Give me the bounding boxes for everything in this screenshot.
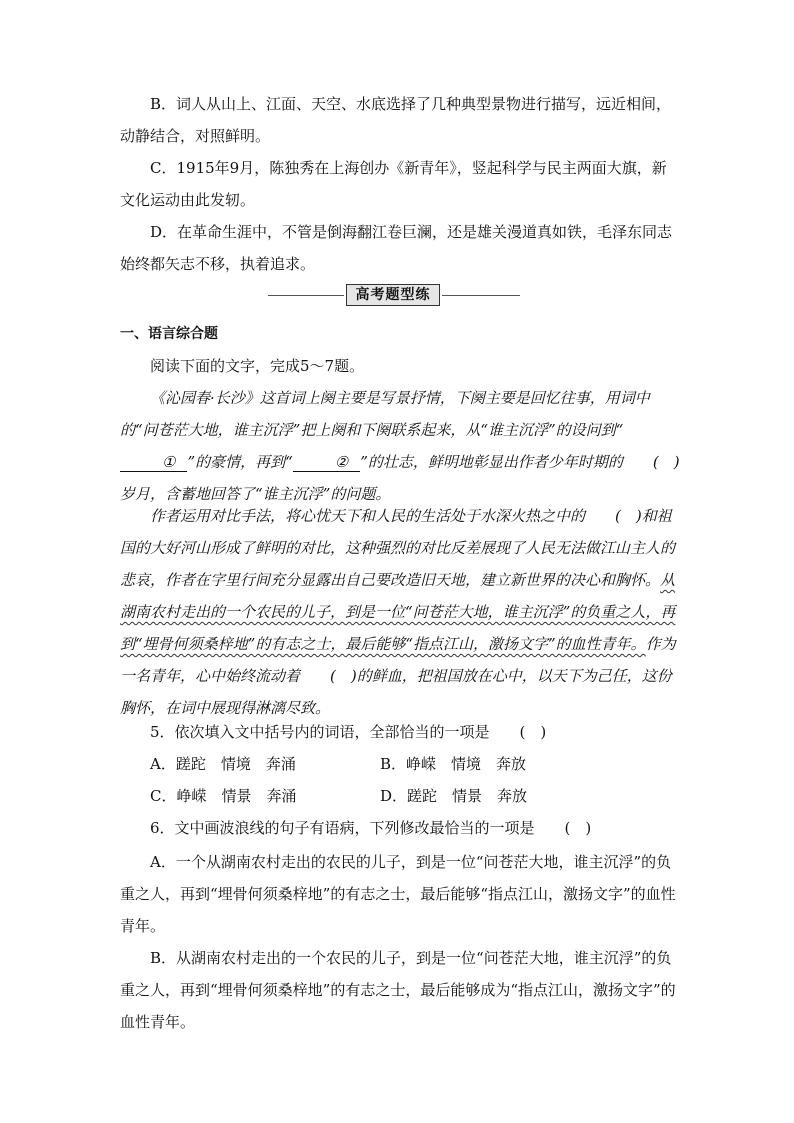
question-5: [120, 716, 680, 748]
paren-blank: ( ): [652, 453, 680, 471]
passage-text: 《沁园春·长沙》这首词上阕主要是写景抒情，下阕主要是回忆往事，用词中的“问苍茫大地，谁主沉浮”把上阕和下阕联系起来，从“谁主沉浮”的设问到“: [120, 389, 650, 439]
passage-text: ”的壮志，鲜明地彰显出作者少年时期的: [360, 453, 623, 471]
question-6-stem: 6．文中画波浪线的句子有语病，下列修改最恰当的一项是: [150, 819, 535, 837]
passage-paragraph-2: [120, 500, 680, 724]
banner-right-rule: [442, 295, 520, 296]
q5-options-row-2: [150, 780, 670, 812]
section-heading: 一、语言综合题: [120, 326, 218, 342]
paren-blank: ( ): [615, 507, 642, 525]
answer-paren: ( ): [519, 723, 547, 741]
question-5-stem: 5．依次填入文中括号内的词语，全部恰当的一项是: [150, 723, 490, 741]
q5-option-d: D．蹉跎 情景 奔放: [380, 787, 528, 805]
q5-option-a: A．蹉跎 情境 奔涌: [150, 755, 296, 773]
blank-2-label: ②: [334, 453, 349, 471]
q6-option-b: B．从湖南农村走出的一个农民的儿子，到是一位“问苍茫大地，谁主沉浮”的负重之人，再到“埋骨何须桑梓地”的有志之士，最后能够成为“指点江山，激扬文字”的血性青年。: [120, 949, 676, 1031]
passage-paragraph-1: [120, 382, 680, 510]
blank-1-label: ①: [162, 453, 176, 471]
wavy-underlined-sentence: 从湖南农村走出的一个农民的儿子，到是一位“问苍茫大地，谁主沉浮”的负重之人，再到“埋骨何须桑梓地”的有志之士，最后能够“指点江山，激扬文字”的血性青年。: [120, 571, 676, 653]
question-6: [120, 812, 680, 844]
q6-option-a: A．一个从湖南农村走出的农民的儿子，到是一位“问苍茫大地，谁主沉浮”的负重之人，再到“埋骨何须桑梓地”的有志之士，最后能够“指点江山，激扬文字”的血性青年。: [120, 853, 676, 935]
blank-1: [120, 453, 187, 472]
option-d-text: D．在革命生涯中，不管是倒海翻江卷巨澜，还是雄关漫道真如铁，毛泽东同志始终都矢志不移，执着追求。: [120, 223, 673, 273]
instruction: 阅读下面的文字，完成5～7题。: [150, 357, 365, 375]
paren-blank: ( ): [330, 667, 357, 685]
answer-paren: ( ): [564, 819, 592, 837]
option-b-prev: [120, 88, 680, 152]
blank-2: [293, 453, 360, 472]
section-title: 高考题型练: [346, 284, 440, 306]
banner-left-rule: [268, 295, 344, 296]
section-banner: [0, 284, 794, 308]
passage-text: 的鲜血，把祖国放在心中，以天下为己任，这份胸怀，在词中展现得淋漓尽致。: [120, 667, 672, 717]
q5-option-c: C．峥嵘 情景 奔涌: [150, 787, 297, 805]
option-c-prev: [120, 152, 680, 216]
passage-text: 作为一名青年，心中始终流动着: [120, 635, 676, 685]
q5-options-row-1: [150, 748, 670, 780]
passage-text: ”的豪情，再到“: [187, 453, 293, 471]
option-b-text: B．词人从山上、江面、天空、水底选择了几种典型景物进行描写，远近相间，动静结合，对照鲜明。: [120, 95, 672, 145]
passage-text: 和祖国的大好河山形成了鲜明的对比，这种强烈的对比反差展现了人民无法做江山主人的悲哀，作者在字里行间充分显露出自己要改造旧天地，建立新世界的决心和胸怀。: [120, 507, 676, 589]
option-c-text: C．1915年9月，陈独秀在上海创办《新青年》，竖起科学与民主两面大旗，新文化运动由此发轫。: [120, 159, 667, 209]
passage-text: 作者运用对比手法，将心忧天下和人民的生活处于水深火热之中的: [150, 507, 586, 525]
q5-option-b: B．峥嵘 情境 奔放: [380, 755, 527, 773]
passage-text: 岁月，含蓄地回答了“谁主沉浮”的问题。: [120, 485, 391, 503]
option-d-prev: [120, 216, 680, 280]
